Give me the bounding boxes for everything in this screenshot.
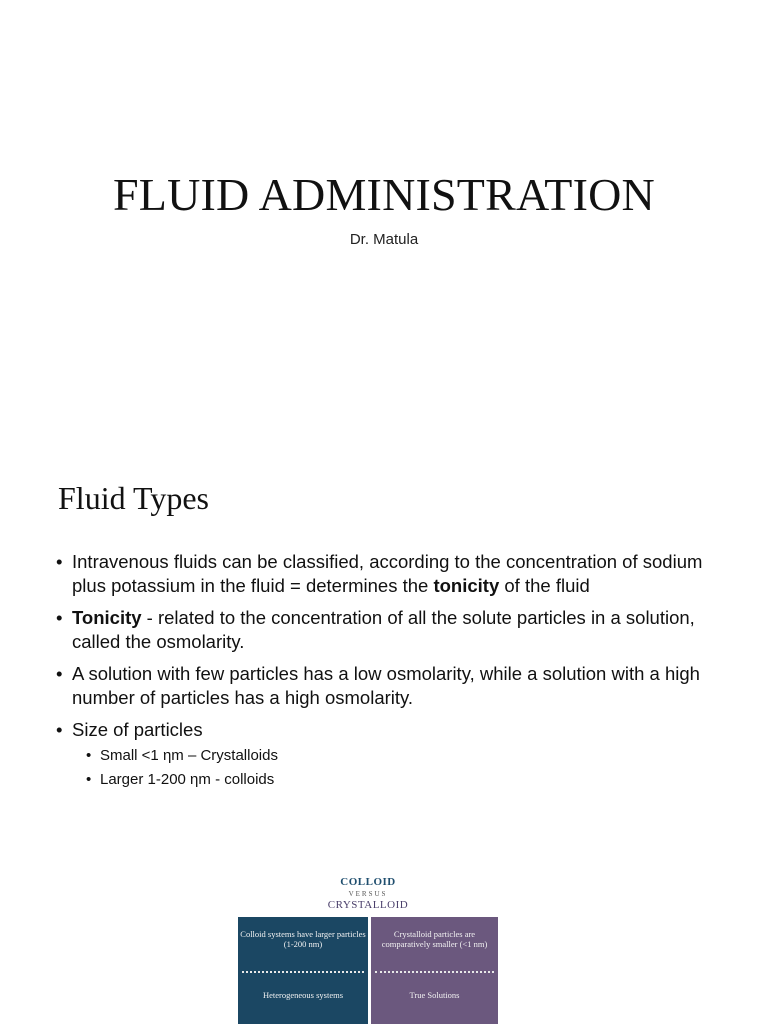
bullet-item: [56, 550, 736, 598]
colloid-panel: [238, 917, 368, 1024]
bullet-text: Intravenous fluids can be classified, according to the concentration of sodium plus potassium in the fluid = determines the: [72, 551, 703, 596]
colloid-type: Heterogeneous systems: [262, 990, 344, 1000]
crystalloid-panel: [371, 917, 498, 1024]
dotted-divider: [242, 971, 364, 973]
bullet-text: A solution with few particles has a low osmolarity, while a solution with a high number of particles has a high osmolarity.: [72, 663, 700, 708]
bullet-item: [56, 606, 736, 654]
sub-bullet-item: • Larger 1-200 ηm - colloids: [86, 768, 736, 792]
figure-heading-colloid: COLLOID: [340, 876, 396, 888]
bullet-item: [56, 662, 736, 710]
bullet-list: [56, 550, 736, 800]
figure-heading-crystalloid: CRYSTALLOID: [327, 899, 409, 911]
fluid-types-slide: [0, 440, 768, 1024]
slide-title: Fluid Types: [58, 480, 209, 516]
presentation-author: Dr. Matula: [349, 231, 419, 248]
dotted-divider: [375, 971, 494, 973]
title-slide: [0, 0, 768, 440]
colloid-vs-crystalloid-figure: [238, 872, 498, 1024]
bullet-bold-term: Tonicity: [72, 607, 142, 628]
bullet-item: [56, 718, 736, 792]
bullet-bold-term: tonicity: [433, 575, 500, 596]
bullet-text: Size of particles: [72, 719, 203, 740]
bullet-text: - related to the concentration of all the solute particles in a solution, called the osmolarity.: [72, 607, 695, 652]
bullet-text: of the fluid: [499, 575, 590, 596]
crystalloid-description: Crystalloid particles are comparatively smaller (<1 nm): [381, 929, 488, 949]
sub-bullet-item: • Small <1 ηm – Crystalloids: [86, 744, 736, 768]
sub-bullet-list: [72, 744, 736, 792]
presentation-title: FLUID ADMINISTRATION: [113, 169, 655, 220]
crystalloid-type: True Solutions: [409, 990, 460, 1000]
figure-heading-versus: VERSUS: [348, 890, 388, 898]
colloid-description: Colloid systems have larger particles (1-200 nm): [240, 929, 366, 949]
